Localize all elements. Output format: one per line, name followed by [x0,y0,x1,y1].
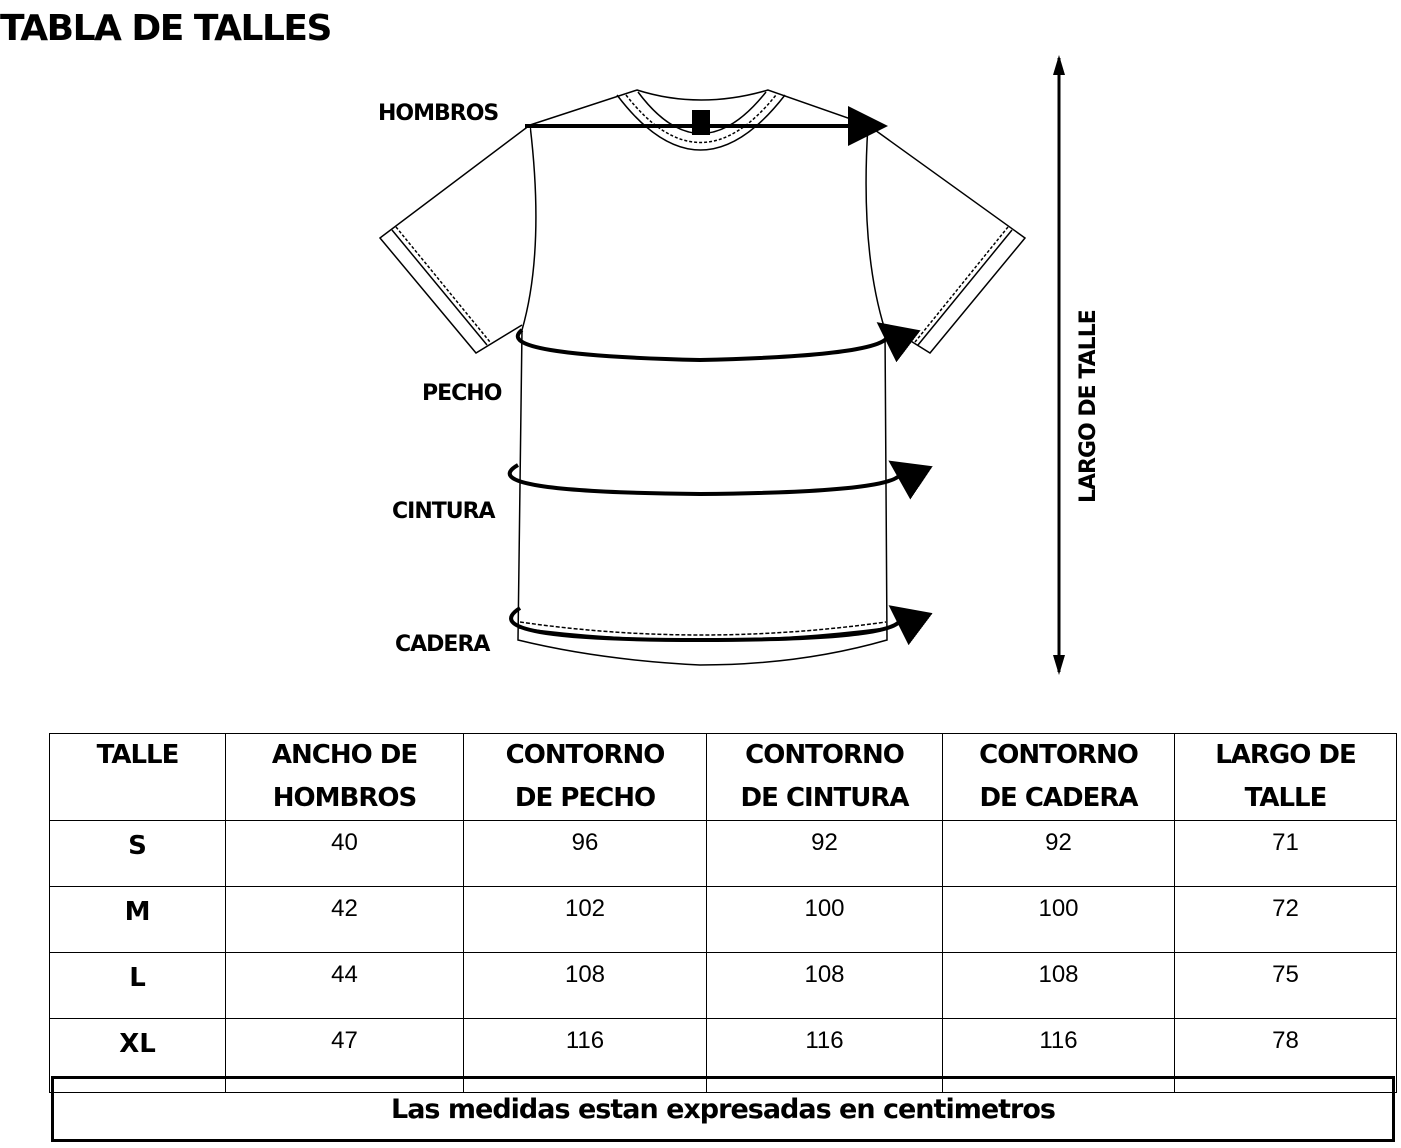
size-cell: M [50,887,226,953]
value-cell: 116 [464,1019,707,1093]
value-cell: 40 [226,821,464,887]
label-cintura: CINTURA [392,499,495,524]
header-talle: TALLE [50,734,226,821]
value-cell: 75 [1175,953,1397,1019]
units-note: Las medidas estan expresadas en centimetros [51,1076,1395,1142]
value-cell: 92 [943,821,1175,887]
label-pecho: PECHO [422,381,502,406]
value-cell: 108 [464,953,707,1019]
page-title: TABLA DE TALLES [0,8,331,49]
value-cell: 42 [226,887,464,953]
neck-label-tag [692,110,710,135]
header-contorno-pecho: CONTORNO DE PECHO [464,734,707,821]
size-cell: S [50,821,226,887]
value-cell: 96 [464,821,707,887]
size-table [49,733,1397,1093]
table-header-row [50,734,1397,821]
value-cell: 102 [464,887,707,953]
value-cell: 116 [943,1019,1175,1093]
label-hombros: HOMBROS [378,101,499,126]
value-cell: 78 [1175,1019,1397,1093]
header-ancho-hombros: ANCHO DE HOMBROS [226,734,464,821]
table-row [50,887,1397,953]
header-largo-talle: LARGO DE TALLE [1175,734,1397,821]
value-cell: 92 [707,821,943,887]
header-contorno-cintura: CONTORNO DE CINTURA [707,734,943,821]
size-cell: XL [50,1019,226,1093]
label-largo-de-talle: LARGO DE TALLE [1076,310,1101,503]
value-cell: 108 [707,953,943,1019]
value-cell: 108 [943,953,1175,1019]
value-cell: 100 [943,887,1175,953]
value-cell: 72 [1175,887,1397,953]
tshirt-illustration [380,90,1025,665]
value-cell: 44 [226,953,464,1019]
table-row [50,821,1397,887]
label-cadera: CADERA [395,632,490,657]
size-cell: L [50,953,226,1019]
value-cell: 116 [707,1019,943,1093]
value-cell: 100 [707,887,943,953]
header-contorno-cadera: CONTORNO DE CADERA [943,734,1175,821]
table-row [50,953,1397,1019]
value-cell: 71 [1175,821,1397,887]
value-cell: 47 [226,1019,464,1093]
length-arrow [1053,55,1065,675]
